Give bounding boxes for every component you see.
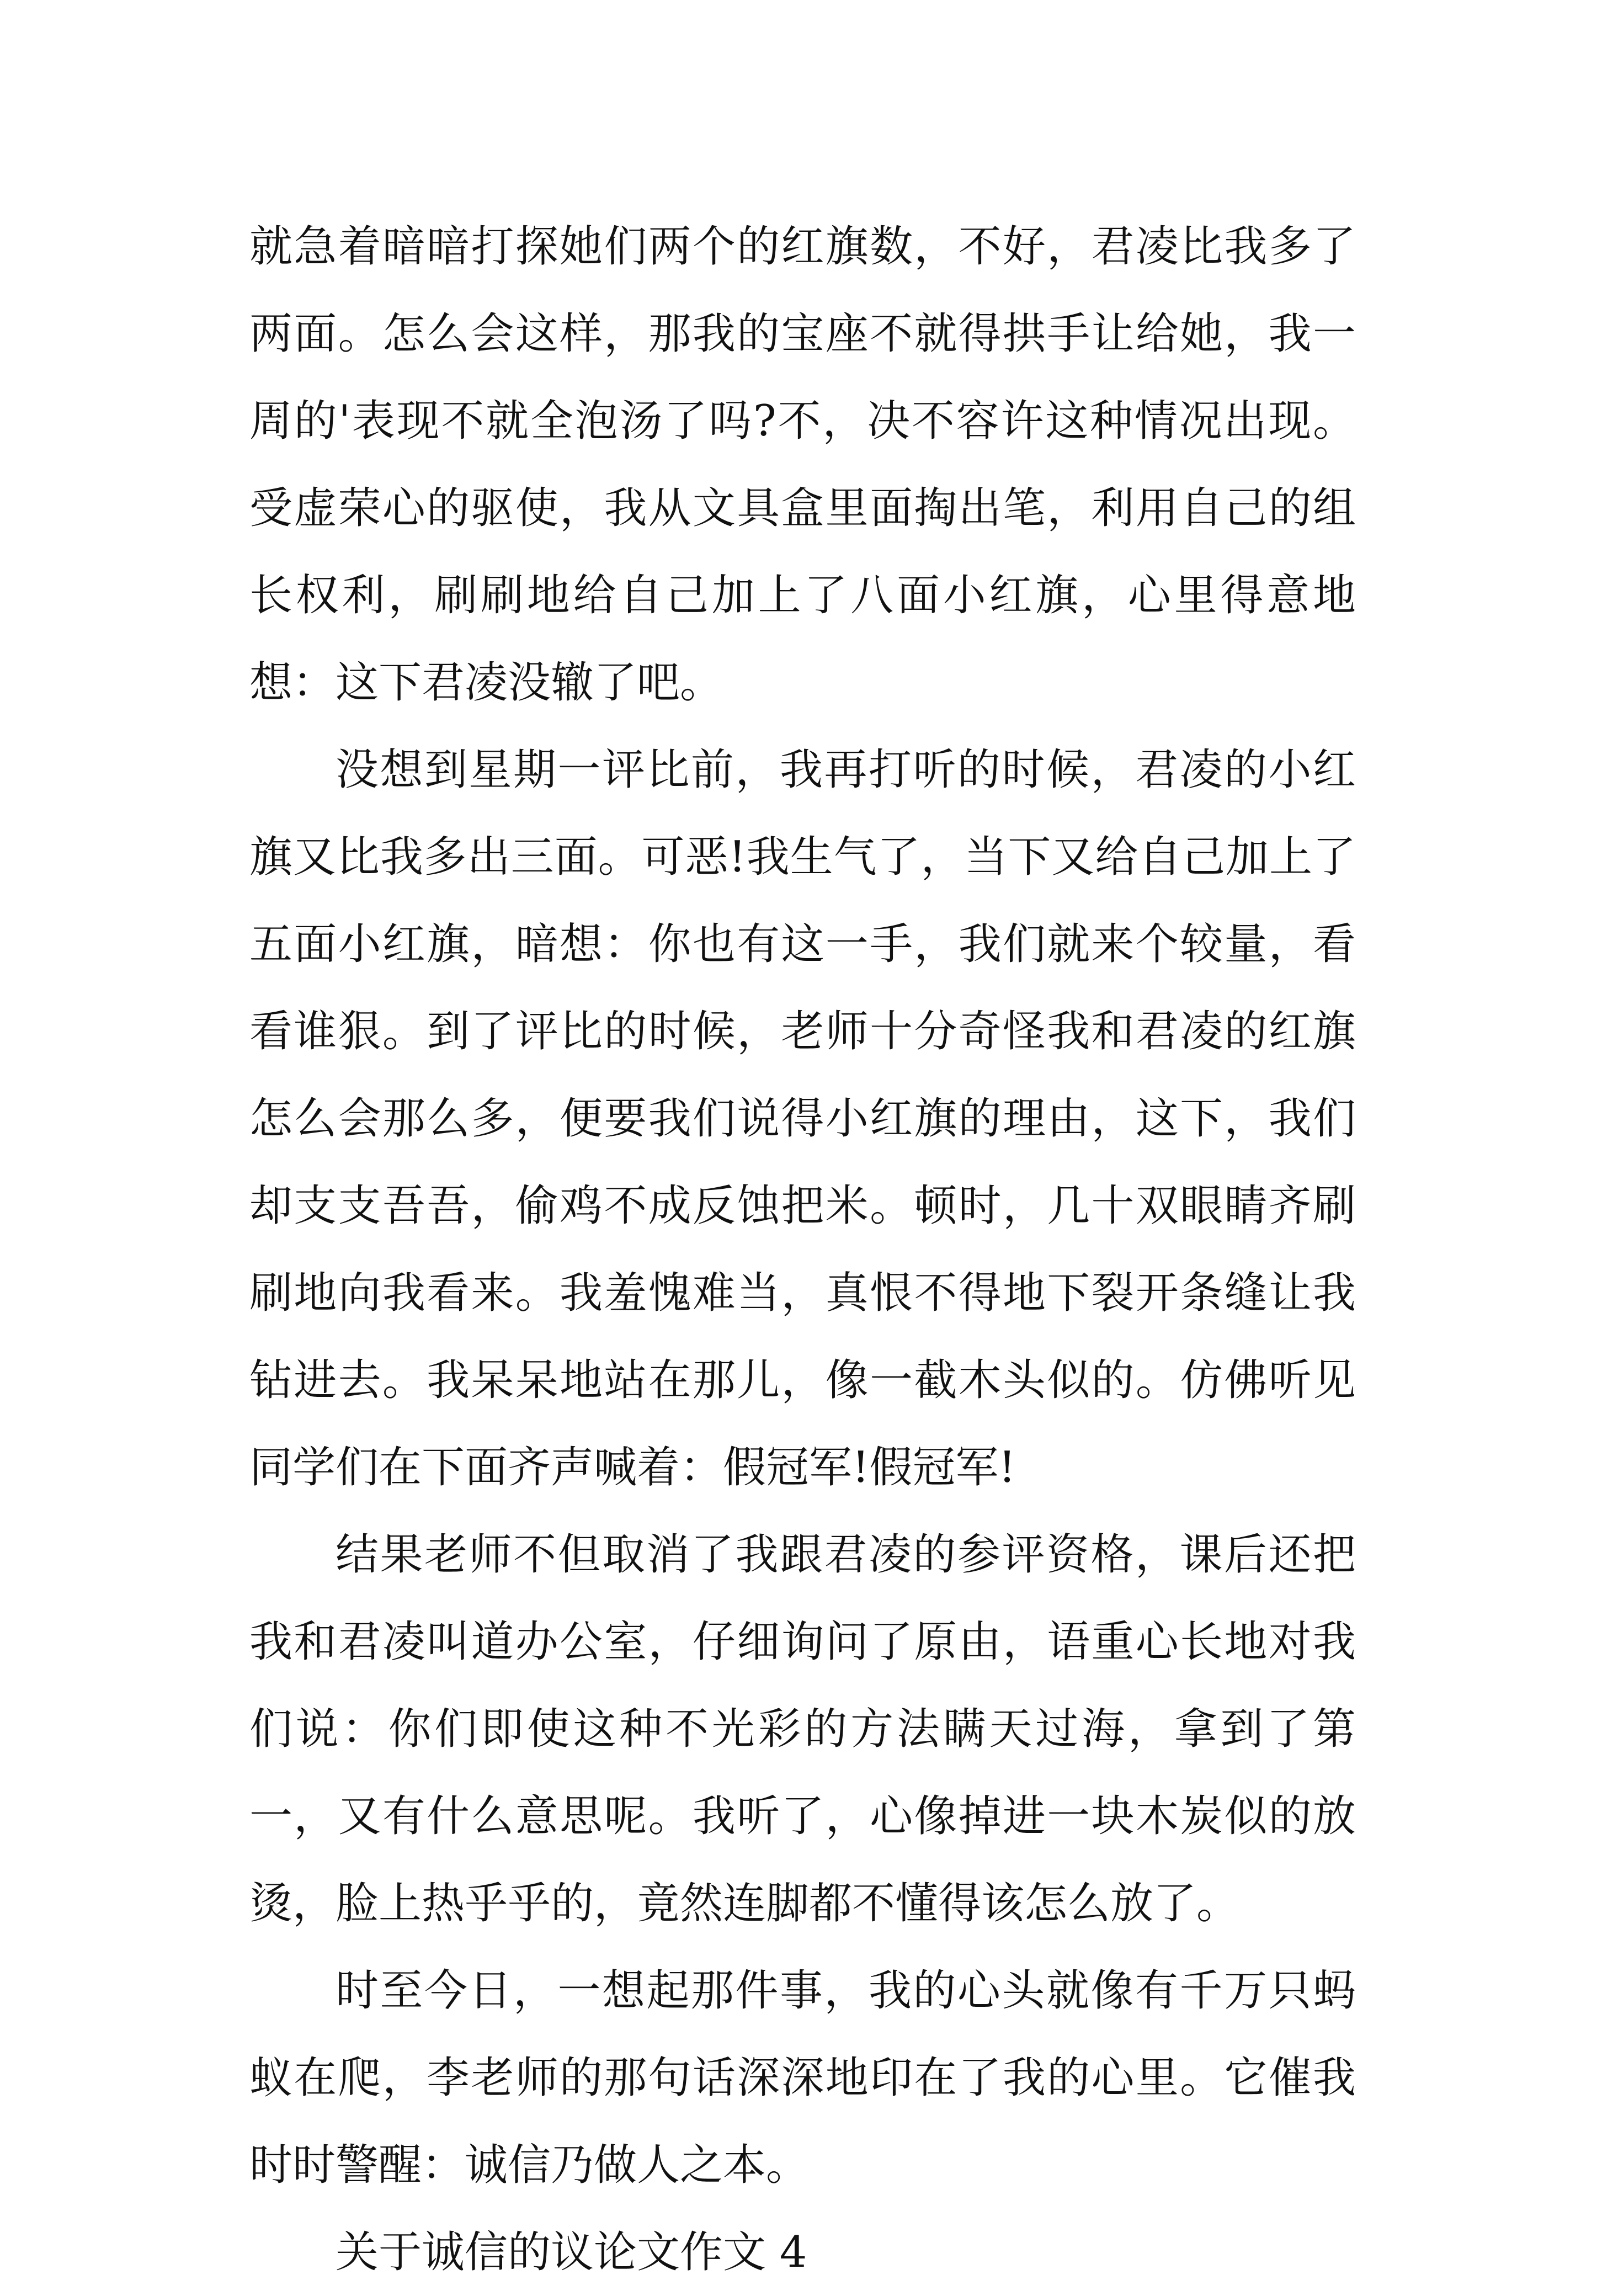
document-body (249, 203, 1356, 2296)
section-title: 关于诚信的议论文作文 4 (336, 2228, 807, 2277)
paragraph-3: 结果老师不但取消了我跟君凌的参评资格，课后还把我和君凌叫道办公室，仔细询问了原由，语重心长地对我们说：你们即使这种不光彩的方法瞒天过海，拿到了第一，又有什么意思呢。我听了，心像掉进一块木炭似的放烫，脸上热乎乎的，竟然连脚都不懂得该怎么放了。 (249, 1530, 1356, 1928)
paragraph-4: 时至今日，一想起那件事，我的心头就像有千万只蚂蚁在爬，李老师的那句话深深地印在了我的心里。它催我时时警醒：诚信乃做人之本。 (249, 1966, 1356, 2190)
paragraph-2: 没想到星期一评比前，我再打听的时候，君凌的小红旗又比我多出三面。可恶!我生气了，当下又给自己加上了五面小红旗，暗想：你也有这一手，我们就来个较量，看看谁狠。到了评比的时候，老师十分奇怪我和君凌的红旗怎么会那么多，便要我们说得小红旗的理由，这下，我们却支支吾吾，偷鸡不成反蚀把米。顿时，几十双眼睛齐刷刷地向我看来。我羞愧难当，真恨不得地下裂开条缝让我钻进去。我呆呆地站在那儿，像一截木头似的。仿佛听见同学们在下面齐声喊着：假冠军!假冠军! (249, 745, 1356, 1492)
paragraph-1: 就急着暗暗打探她们两个的红旗数，不好，君凌比我多了两面。怎么会这样，那我的宝座不就得拱手让给她，我一周的'表现不就全泡汤了吗?不，决不容许这种情况出现。受虚荣心的驱使，我从文具盒里面掏出笔，利用自己的组长权利，刷刷地给自己加上了八面小红旗，心里得意地想：这下君凌没辙了吧。 (249, 222, 1356, 708)
